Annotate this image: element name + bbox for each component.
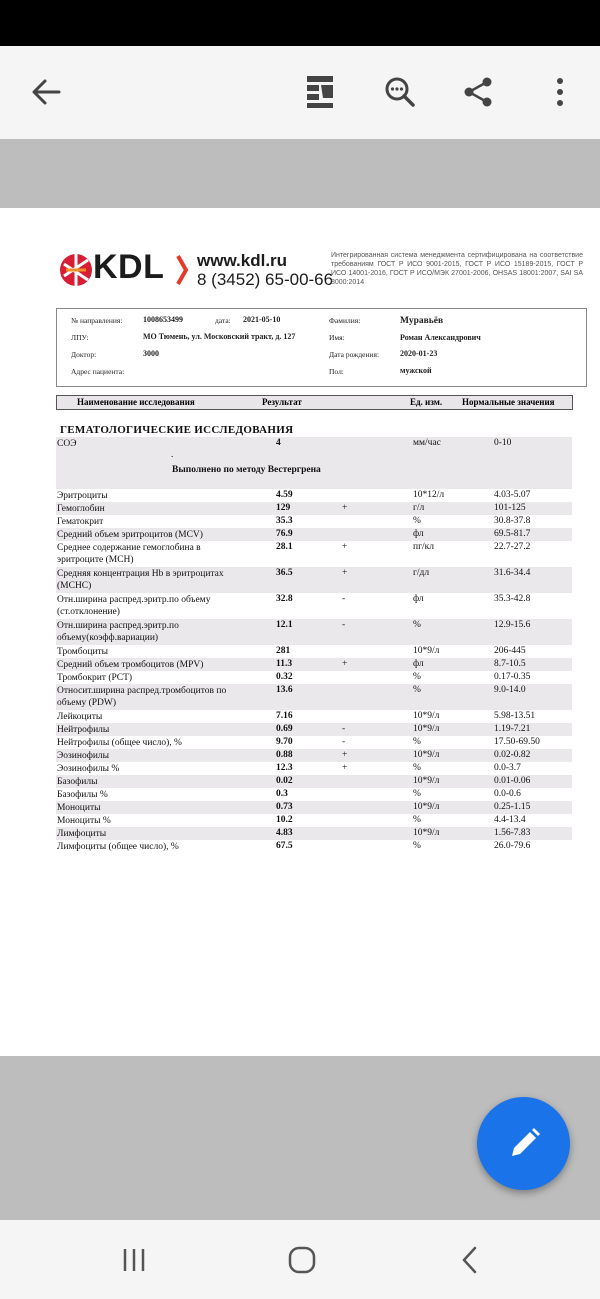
- test-norm: 69.5-81.7: [494, 529, 531, 539]
- test-result: 9.70: [276, 737, 293, 747]
- table-row: [56, 593, 572, 619]
- table-row: [56, 788, 572, 801]
- test-norm: 5.98-13.51: [494, 711, 536, 721]
- test-norm: 35.3-42.8: [494, 594, 531, 604]
- table-row: [56, 840, 572, 853]
- birth-value: 2020-01-23: [400, 349, 438, 358]
- viewer-gutter: [0, 139, 600, 208]
- test-norm: 0-10: [494, 438, 512, 448]
- table-row: [56, 684, 572, 710]
- test-name: Гематокрит: [57, 517, 104, 527]
- test-norm: 101-125: [494, 503, 526, 513]
- test-norm: 4.03-5.07: [494, 490, 531, 500]
- test-result: 0.73: [276, 802, 293, 812]
- table-row: [56, 710, 572, 723]
- contact-block: [197, 252, 333, 289]
- name-label: Имя:: [329, 333, 345, 342]
- direction-value: 1008653499: [143, 315, 183, 324]
- search-button[interactable]: [374, 66, 426, 118]
- table-row: [56, 515, 572, 528]
- test-flag: -: [342, 594, 346, 604]
- test-result: 12.1: [276, 620, 293, 630]
- test-result: 10.2: [276, 815, 293, 825]
- table-row: [56, 775, 572, 788]
- table-row: [56, 489, 572, 502]
- test-norm: 12.9-15.6: [494, 620, 531, 630]
- back-button[interactable]: [20, 66, 72, 118]
- test-flag: -: [342, 724, 346, 734]
- website: www.kdl.ru: [197, 251, 288, 270]
- test-norm: 9.0-14.0: [494, 685, 526, 695]
- test-name: Отн.ширина распред.эритр.по объему (ст.отклонение): [57, 595, 211, 617]
- test-unit: %: [413, 841, 421, 851]
- test-name: Средняя концентрация Hb в эритроцитах (MCHC): [57, 569, 224, 591]
- reading-mode-icon: [305, 74, 335, 110]
- test-norm: 30.8-37.8: [494, 516, 531, 526]
- test-result: 12.3: [276, 763, 293, 773]
- test-name: Средний объем тромбоцитов (MPV): [57, 660, 204, 670]
- test-name: Базофилы: [57, 777, 98, 787]
- test-name: Моноциты %: [57, 816, 111, 826]
- table-row: [56, 528, 572, 541]
- more-options-button[interactable]: [534, 66, 586, 118]
- lpu-label: ЛПУ:: [71, 333, 89, 342]
- test-flag: +: [342, 503, 348, 513]
- test-norm: 0.01-0.06: [494, 776, 531, 786]
- test-unit: %: [413, 815, 421, 825]
- table-row: [56, 437, 572, 489]
- date-label: дата:: [215, 316, 231, 325]
- test-name: СОЭ: [57, 439, 77, 449]
- test-flag: +: [342, 750, 348, 760]
- test-unit: 10*9/л: [413, 646, 440, 656]
- test-unit: фл: [413, 594, 424, 604]
- surname-label: Фамилия:: [329, 316, 361, 325]
- arrow-left-icon: [29, 75, 63, 109]
- test-result: 4.83: [276, 828, 293, 838]
- method-note: Выполнено по методу Вестергрена: [172, 465, 321, 475]
- system-nav-bar: [0, 1220, 600, 1299]
- col-norm-header: Нормальные значения: [462, 397, 555, 407]
- test-norm: 26.0-79.6: [494, 841, 531, 851]
- method-dot: .: [171, 449, 174, 459]
- table-row: [56, 814, 572, 827]
- results-table-header: [56, 395, 573, 410]
- test-norm: 0.25-1.15: [494, 802, 531, 812]
- status-bar: [0, 0, 600, 46]
- table-row: [56, 723, 572, 736]
- lpu-value: МО Тюмень, ул. Московский тракт, д. 127: [143, 332, 296, 341]
- test-unit: %: [413, 620, 421, 630]
- sex-label: Пол:: [329, 367, 344, 376]
- table-row: [56, 658, 572, 671]
- test-unit: г/дл: [413, 568, 430, 578]
- test-name: Среднее содержание гемоглобина в эритроците (MCH): [57, 543, 201, 565]
- test-unit: фл: [413, 529, 424, 539]
- table-row: [56, 645, 572, 658]
- test-unit: 10*9/л: [413, 828, 440, 838]
- table-row: [56, 801, 572, 814]
- home-icon: [287, 1245, 317, 1275]
- test-result: 0.32: [276, 672, 293, 682]
- table-row: [56, 762, 572, 775]
- test-result: 36.5: [276, 568, 293, 578]
- nav-back-button[interactable]: [440, 1238, 500, 1282]
- test-name: Лимфоциты: [57, 829, 107, 839]
- section-title: ГЕМАТОЛОГИЧЕСКИЕ ИССЛЕДОВАНИЯ: [60, 424, 294, 436]
- test-name: Эозинофилы: [57, 751, 110, 761]
- table-row: [56, 502, 572, 515]
- test-unit: %: [413, 763, 421, 773]
- test-name: Нейтрофилы (общее число), %: [57, 738, 182, 748]
- recents-icon: [121, 1247, 147, 1273]
- address-label: Адрес пациента:: [71, 367, 125, 376]
- test-name: Эозинофилы %: [57, 764, 120, 774]
- test-norm: 4.4-13.4: [494, 815, 526, 825]
- phone: 8 (3452) 65-00-66: [197, 270, 334, 289]
- table-row: [56, 736, 572, 749]
- test-result: 28.1: [276, 542, 293, 552]
- col-unit-header: Ед. изм.: [410, 397, 443, 407]
- test-result: 0.3: [276, 789, 288, 799]
- test-name: Отн.ширина распред.эритр.по объему(коэфф.вариации): [57, 621, 179, 643]
- nav-back-icon: [459, 1245, 481, 1275]
- test-unit: г/л: [413, 503, 425, 513]
- test-norm: 0.0-0.6: [494, 789, 521, 799]
- test-unit: 10*9/л: [413, 802, 440, 812]
- test-unit: 10*12/л: [413, 490, 445, 500]
- test-name: Эритроциты: [57, 491, 108, 501]
- test-unit: пг/кл: [413, 542, 434, 552]
- test-norm: 22.7-27.2: [494, 542, 531, 552]
- table-row: [56, 567, 572, 593]
- test-name: Моноциты: [57, 803, 101, 813]
- test-name: Тромбоциты: [57, 647, 109, 657]
- test-name: Лейкоциты: [57, 712, 103, 722]
- date-value: 2021-05-10: [243, 315, 281, 324]
- test-unit: %: [413, 685, 421, 695]
- certification-text: Интегрированная система менеджмента сертифицирована на соответствие требованиям ГОСТ Р ИСО 9001-2015, ГОСТ Р ИСО 15189-2015, ГОСТ Р ИСО 14001-2016, ГОСТ Р ИСО/МЭК 27001-2006, OHSAS 18001:2007, SAI SA 8000:2014: [331, 252, 583, 286]
- table-row: [56, 619, 572, 645]
- test-name: Относит.ширина распред.тромбоцитов по объему (PDW): [57, 686, 227, 708]
- test-name: Базофилы %: [57, 790, 108, 800]
- recents-button[interactable]: [104, 1238, 164, 1282]
- test-norm: 0.17-0.35: [494, 672, 531, 682]
- test-name: Лимфоциты (общее число), %: [57, 842, 179, 852]
- sex-value: мужской: [400, 366, 432, 375]
- birth-label: Дата рождения:: [329, 350, 380, 359]
- test-unit: фл: [413, 659, 424, 669]
- test-norm: 0.0-3.7: [494, 763, 521, 773]
- share-icon: [461, 75, 495, 109]
- test-result: 129: [276, 503, 291, 513]
- test-result: 7.16: [276, 711, 293, 721]
- test-flag: -: [342, 737, 346, 747]
- test-name: Средний объем эритроцитов (MCV): [57, 530, 203, 540]
- test-unit: 10*9/л: [413, 711, 440, 721]
- toolbar: [0, 46, 600, 139]
- test-norm: 17.50-69.50: [494, 737, 540, 747]
- test-unit: %: [413, 672, 421, 682]
- test-result: 4.59: [276, 490, 293, 500]
- test-result: 0.69: [276, 724, 293, 734]
- test-result: 0.02: [276, 776, 293, 786]
- search-zoom-icon: [383, 75, 417, 109]
- test-norm: 8.7-10.5: [494, 659, 526, 669]
- table-row: [56, 671, 572, 684]
- surname-value: Муравьёв: [400, 316, 444, 326]
- test-flag: +: [342, 542, 348, 552]
- logo-text: KDL: [93, 248, 165, 286]
- test-flag: +: [342, 763, 348, 773]
- test-name: Гемоглобин: [57, 504, 105, 514]
- test-name: Нейтрофилы: [57, 725, 110, 735]
- doctor-label: Доктор:: [71, 350, 97, 359]
- test-unit: 10*9/л: [413, 724, 440, 734]
- test-result: 4: [276, 438, 281, 448]
- test-unit: 10*9/л: [413, 776, 440, 786]
- patient-info-box: [56, 308, 587, 387]
- edit-pencil-icon: [504, 1124, 544, 1164]
- test-flag: -: [342, 620, 346, 630]
- test-flag: +: [342, 568, 348, 578]
- test-result: 35.3: [276, 516, 293, 526]
- more-vert-icon: [555, 75, 565, 109]
- share-button[interactable]: [452, 66, 504, 118]
- test-unit: 10*9/л: [413, 750, 440, 760]
- test-norm: 1.19-7.21: [494, 724, 531, 734]
- table-row: [56, 827, 572, 840]
- results-table: [56, 437, 572, 853]
- table-row: [56, 541, 572, 567]
- test-result: 13.6: [276, 685, 293, 695]
- test-norm: 0.02-0.82: [494, 750, 531, 760]
- test-unit: мм/час: [413, 438, 441, 448]
- col-result-header: Результат: [262, 397, 302, 407]
- test-result: 32.8: [276, 594, 293, 604]
- edit-fab[interactable]: [477, 1097, 570, 1190]
- test-flag: +: [342, 659, 348, 669]
- test-result: 0.88: [276, 750, 293, 760]
- name-value: Роман Александрович: [400, 333, 481, 342]
- test-name: Тромбокрит (PCT): [57, 673, 133, 683]
- table-row: [56, 749, 572, 762]
- home-button[interactable]: [272, 1238, 332, 1282]
- test-norm: 206-445: [494, 646, 526, 656]
- test-result: 76.9: [276, 529, 293, 539]
- col-name-header: Наименование исследования: [77, 397, 195, 407]
- test-result: 11.3: [276, 659, 293, 669]
- doctor-value: 3000: [143, 349, 159, 358]
- test-unit: %: [413, 789, 421, 799]
- reading-mode-button[interactable]: [294, 66, 346, 118]
- test-unit: %: [413, 737, 421, 747]
- direction-label: № направления:: [71, 316, 123, 325]
- test-result: 281: [276, 646, 291, 656]
- test-norm: 1.56-7.83: [494, 828, 531, 838]
- test-result: 67.5: [276, 841, 293, 851]
- document-page[interactable]: [0, 208, 600, 1056]
- test-unit: %: [413, 516, 421, 526]
- test-norm: 31.6-34.4: [494, 568, 531, 578]
